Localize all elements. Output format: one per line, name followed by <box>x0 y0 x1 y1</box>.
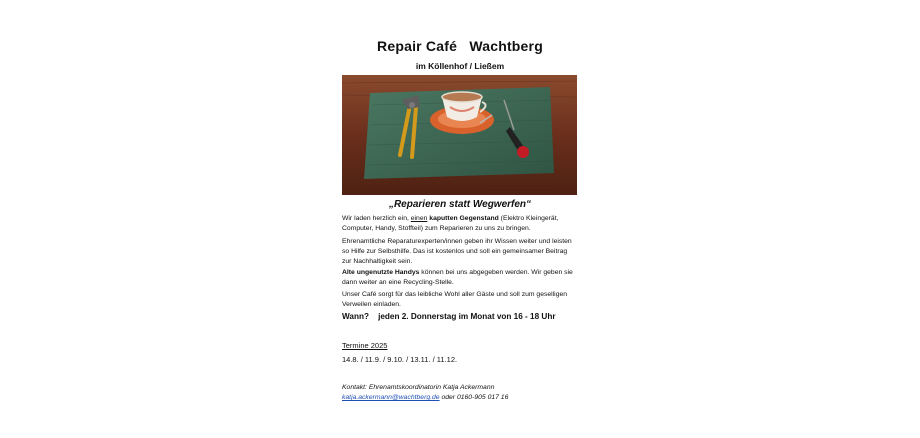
intro-text-1: Wir laden herzlich ein, <box>342 215 411 222</box>
phones-paragraph <box>342 268 578 288</box>
when-line <box>342 312 582 321</box>
email-link[interactable]: katja.ackermann@wachtberg.de <box>342 394 440 401</box>
slogan: „Reparieren statt Wegwerfen“ <box>388 199 532 210</box>
contact-details <box>342 393 578 403</box>
phones-bold: Alte ungenutzte Handys <box>342 269 420 276</box>
intro-text-2: (Elektro Kleingerät, Computer, Handy, Stoffteil) zum Reparieren zu uns zu bringen. <box>342 215 559 232</box>
intro-bold: kaputten Gegenstand <box>429 215 499 222</box>
when-value: jeden 2. Donnerstag im Monat von 16 - 18 Uhr <box>378 312 556 321</box>
intro-paragraph <box>342 214 578 234</box>
intro-underlined: einen <box>410 215 428 222</box>
when-label: Wann? <box>342 312 369 321</box>
flyer-page <box>342 0 578 438</box>
location-subtitle: im Köllenhof / Ließem <box>415 61 505 71</box>
experts-paragraph: Ehrenamtliche Reparaturexperten/innen geben ihr Wissen weiter und leisten so Hilfe zur Selbsthilfe. Das ist kostenlos und soll ein gemeinsamer Beitrag zur Nachhaltigkeit sein. <box>342 238 572 265</box>
contact-block <box>342 383 578 403</box>
cafe-paragraph: Unser Café sorgt für das leibliche Wohl aller Gäste und soll zum geselligen Verweilen einladen. <box>342 291 568 308</box>
phone-text: oder 0160-905 017 16 <box>439 394 509 401</box>
termine-dates: 14.8. / 11.9. / 9.10. / 13.11. / 11.12. <box>342 355 458 364</box>
repair-photo-illustration <box>342 75 577 195</box>
contact-line: Kontakt: Ehrenamtskoordinatorin Katja Ackermann <box>342 384 495 391</box>
phones-text: können bei uns abgegeben werden. Wir geben sie dann weiter an eine Recycling-Stelle. <box>342 269 573 286</box>
termine-heading: Termine 2025 <box>342 341 388 350</box>
repair-photo <box>342 75 577 195</box>
page-title: Repair Café Wachtberg <box>377 38 543 54</box>
